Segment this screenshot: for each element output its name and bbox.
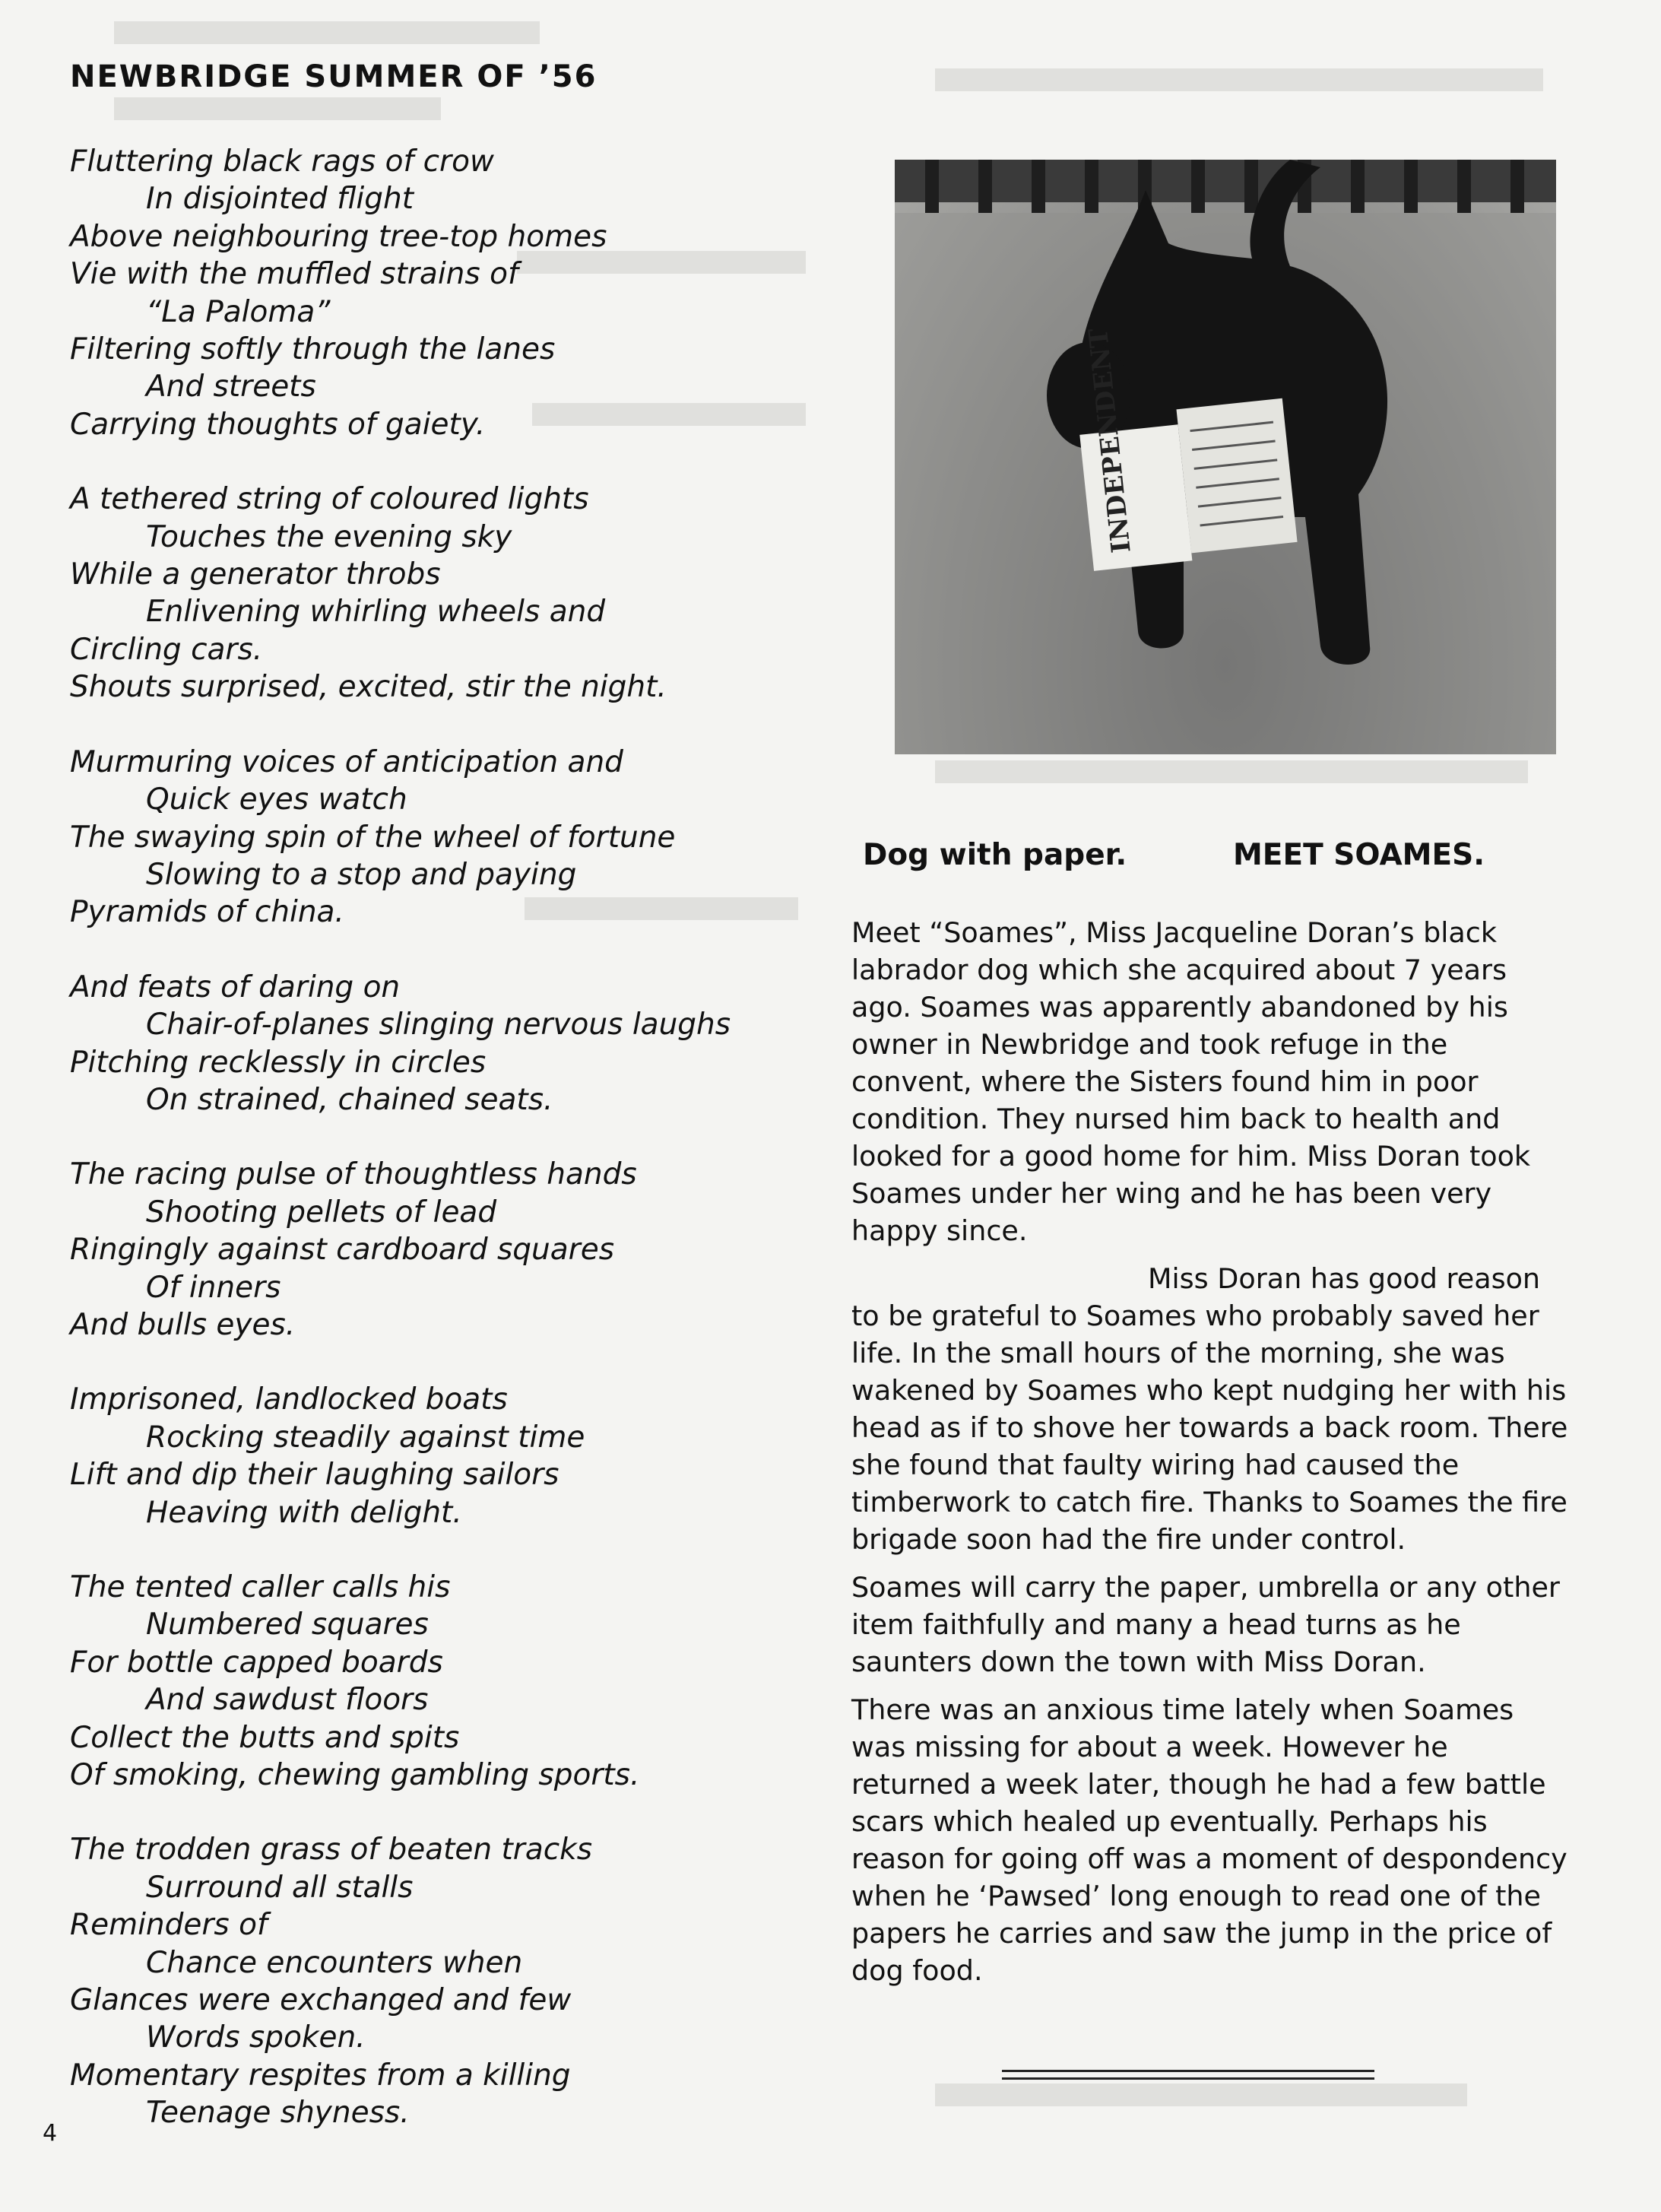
poem-line: Touches the evening sky bbox=[146, 519, 512, 554]
poem-line: Shooting pellets of lead bbox=[146, 1195, 497, 1230]
poem-line: Numbered squares bbox=[146, 1607, 429, 1642]
poem-line: Slowing to a stop and paying bbox=[146, 857, 577, 892]
dog-with-newspaper-illustration bbox=[895, 160, 1556, 754]
poem-line: Murmuring voices of anticipation and bbox=[70, 744, 623, 779]
poem-line: Collect the butts and spits bbox=[70, 1720, 460, 1755]
poem-stanza bbox=[70, 1831, 830, 2131]
poem-line: Chair-of-planes slinging nervous laughs bbox=[146, 1008, 731, 1043]
poem-line: Enlivening whirling wheels and bbox=[146, 595, 606, 630]
poem-line: Pyramids of china. bbox=[70, 895, 344, 930]
show-through-mark bbox=[935, 2083, 1467, 2106]
poem-body bbox=[70, 143, 830, 2132]
end-rule bbox=[1002, 2070, 1374, 2072]
poem-line: The trodden grass of beaten tracks bbox=[70, 1833, 593, 1868]
photo-caption: Dog with paper. bbox=[863, 838, 1127, 872]
poem-line: Chance encounters when bbox=[146, 1945, 523, 1980]
show-through-mark bbox=[935, 68, 1543, 91]
poem-line: A tethered string of coloured lights bbox=[70, 482, 589, 517]
article-paragraph: There was an anxious time lately when Soames was missing for about a week. However he returned a week later, though he had a few battle scars which healed up eventually. Perhaps his reason for going off was a moment of despondency when he ‘Pawsed’ long enough to read one of the papers he carries and saw the jump in the price of dog food. bbox=[851, 1693, 1567, 1987]
poem-line: The tented caller calls his bbox=[70, 1570, 451, 1604]
poem-line: And sawdust floors bbox=[146, 1683, 429, 1718]
poem-stanza bbox=[70, 1569, 830, 1794]
poem-line: On strained, chained seats. bbox=[146, 1082, 553, 1117]
poem-line: Of inners bbox=[146, 1270, 281, 1305]
poem-line: “La Paloma” bbox=[146, 294, 331, 329]
poem-line: Lift and dip their laughing sailors bbox=[70, 1458, 559, 1493]
poem-line: Pitching recklessly in circles bbox=[70, 1045, 487, 1080]
article-body bbox=[851, 914, 1570, 2000]
poem-line: Carrying thoughts of gaiety. bbox=[70, 407, 486, 442]
poem-stanza bbox=[70, 1381, 830, 1531]
page-number: 4 bbox=[43, 2120, 58, 2147]
poem-line: Filtering softly through the lanes bbox=[70, 332, 556, 367]
poem-line: Surround all stalls bbox=[146, 1870, 414, 1905]
article-headline: MEET SOAMES. bbox=[1233, 838, 1485, 872]
end-rule bbox=[1002, 2077, 1374, 2080]
poem-line: Imprisoned, landlocked boats bbox=[70, 1382, 508, 1417]
newspaper-masthead: INDEPENDENT bbox=[1083, 326, 1137, 555]
poem-line: Momentary respites from a killing bbox=[70, 2058, 571, 2093]
poem-line: Ringingly against cardboard squares bbox=[70, 1233, 615, 1268]
poem-line: While a generator throbs bbox=[70, 557, 441, 592]
poem-line: Vie with the muffled strains of bbox=[70, 257, 518, 292]
article-paragraph: Meet “Soames”, Miss Jacqueline Doran’s black labrador dog which she acquired about 7 years ago. Soames was apparently abandoned by his owner in Newbridge and took refuge in the convent, where the Sisters found him in poor condition. They nursed him back to health and looked for a good home for him. Miss Doran took Soames under her wing and he has been very happy since. bbox=[851, 916, 1531, 1247]
poem-line: And streets bbox=[146, 370, 316, 405]
poem-line: Fluttering black rags of crow bbox=[70, 144, 494, 179]
poem-line: Rocking steadily against time bbox=[146, 1420, 585, 1455]
poem-line: In disjointed flight bbox=[146, 182, 414, 217]
dog-photo bbox=[895, 160, 1556, 754]
poem-line: For bottle capped boards bbox=[70, 1645, 443, 1680]
poem-stanza bbox=[70, 481, 830, 706]
poem-title: NEWBRIDGE SUMMER OF ’56 bbox=[70, 59, 598, 94]
poem-stanza bbox=[70, 143, 830, 443]
poem-line: The racing pulse of thoughtless hands bbox=[70, 1157, 637, 1192]
poem-line: And feats of daring on bbox=[70, 970, 401, 1004]
show-through-mark bbox=[114, 97, 441, 120]
poem-line: Quick eyes watch bbox=[146, 782, 407, 817]
poem-line: Teenage shyness. bbox=[146, 2096, 410, 2131]
poem-line: Above neighbouring tree-top homes bbox=[70, 219, 607, 254]
poem-line: The swaying spin of the wheel of fortune bbox=[70, 820, 676, 855]
poem-line: Reminders of bbox=[70, 1908, 268, 1943]
article-paragraph: Soames will carry the paper, umbrella or any other item faithfully and many a head turns as he saunters down the town with Miss Doran. bbox=[851, 1571, 1560, 1678]
poem-stanza bbox=[70, 969, 830, 1119]
show-through-mark bbox=[114, 21, 540, 44]
poem-line: Of smoking, chewing gambling sports. bbox=[70, 1758, 640, 1793]
article-paragraph: Miss Doran has good reason to be grateful to Soames who probably saved her life. In the small hours of the morning, she was wakened by Soames who kept nudging her with his head as if to shove her towards a back room. There she found that faulty wiring had caused the timberwork to catch fire. Thanks to Soames the fire brigade soon had the fire under control. bbox=[851, 1262, 1568, 1556]
poem-line: And bulls eyes. bbox=[70, 1307, 296, 1342]
poem-line: Words spoken. bbox=[146, 2020, 366, 2055]
show-through-mark bbox=[935, 760, 1528, 783]
poem-stanza bbox=[70, 744, 830, 931]
poem-line: Glances were exchanged and few bbox=[70, 1983, 572, 2018]
poem-line: Shouts surprised, excited, stir the night. bbox=[70, 670, 667, 705]
poem-stanza bbox=[70, 1156, 830, 1344]
poem-line: Circling cars. bbox=[70, 632, 263, 667]
poem-line: Heaving with delight. bbox=[146, 1495, 462, 1530]
